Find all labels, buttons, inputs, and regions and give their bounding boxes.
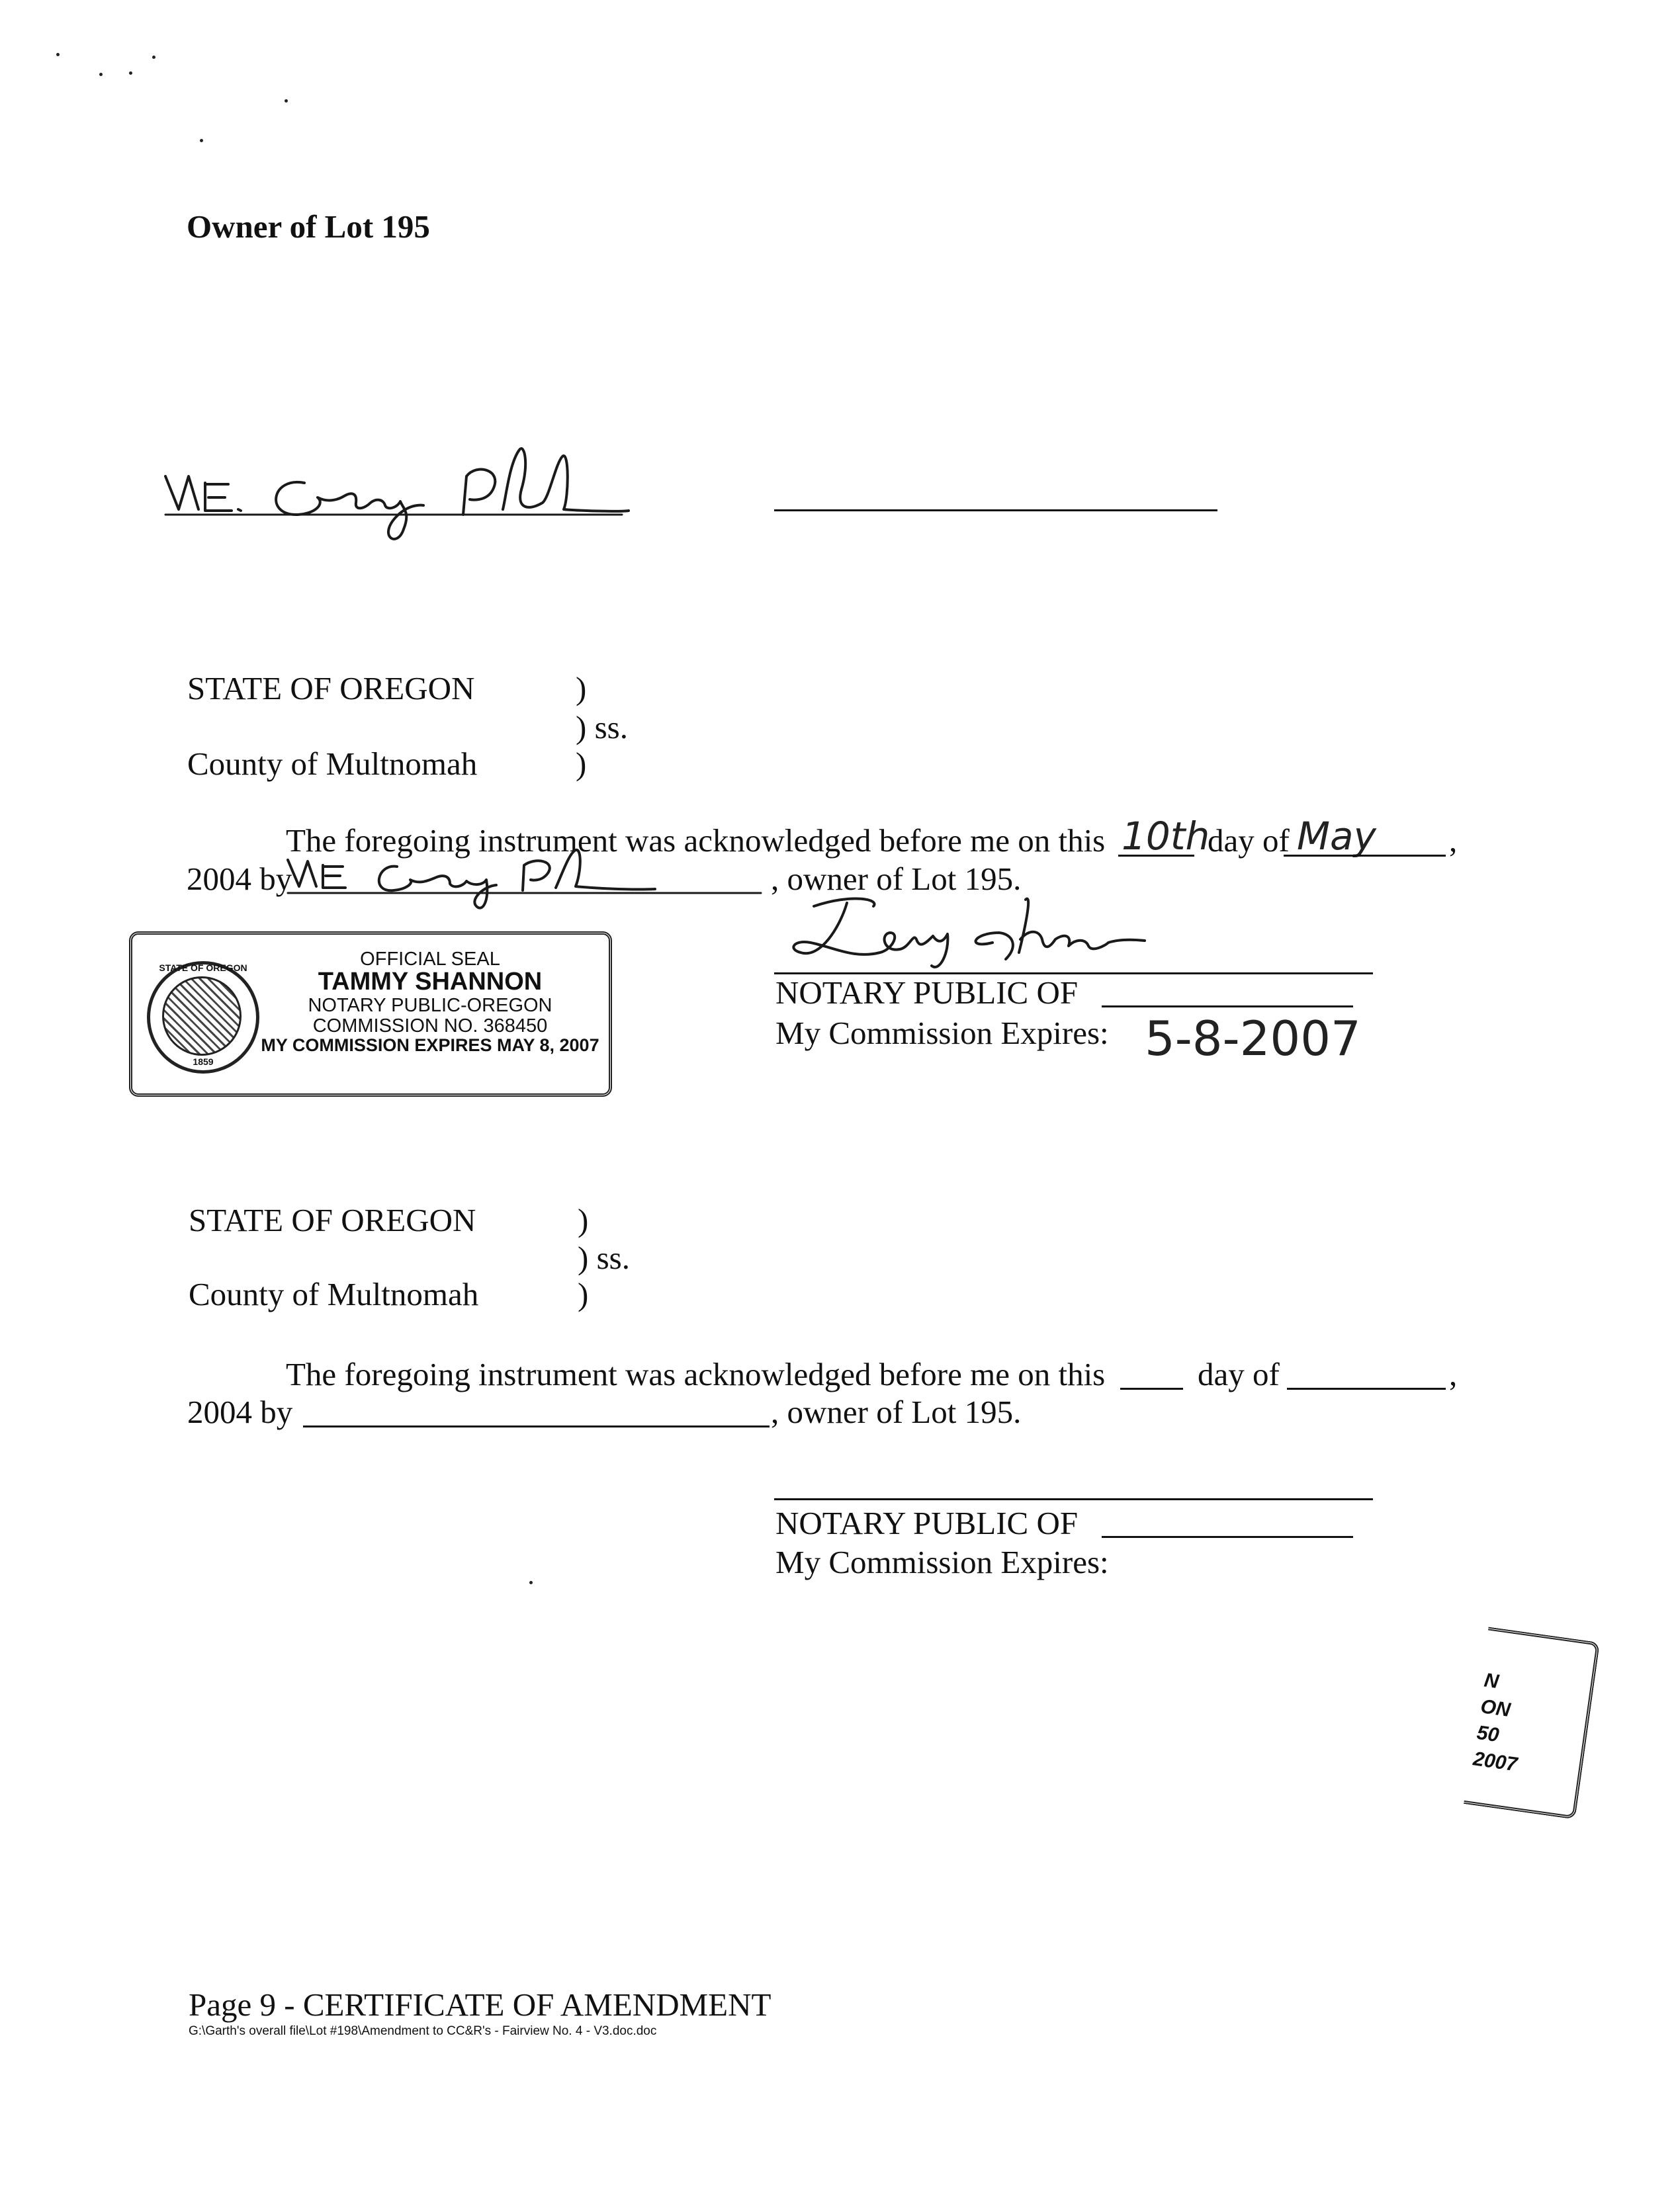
partial-seal-line: ON xyxy=(1479,1695,1512,1722)
bracket: ) xyxy=(578,1202,589,1238)
emblem-text: STATE OF OREGON xyxy=(159,962,247,973)
speck xyxy=(152,56,155,59)
partial-seal-line: 2007 xyxy=(1472,1748,1519,1776)
signature-line xyxy=(774,509,1217,511)
commission-expires-value: 5-8-2007 xyxy=(1145,1011,1361,1066)
speck xyxy=(129,71,132,75)
state-label: STATE OF OREGON xyxy=(189,1202,476,1238)
owner-of-lot-text: , owner of Lot 195. xyxy=(771,861,1022,897)
handwritten-month: May xyxy=(1297,814,1376,859)
speck xyxy=(200,139,203,142)
day-of-label: day of xyxy=(1198,1356,1280,1392)
partial-seal-line: N xyxy=(1483,1669,1501,1693)
partial-seal-stamp xyxy=(1464,1627,1600,1819)
comma: , xyxy=(1449,822,1458,859)
speck xyxy=(56,53,60,56)
county-label: County of Multnomah xyxy=(187,745,478,782)
notary-signature-line xyxy=(774,1498,1373,1500)
owner-of-lot-text: , owner of Lot 195. xyxy=(771,1394,1022,1430)
month-blank xyxy=(1284,855,1446,857)
state-seal-emblem xyxy=(147,961,259,1074)
emblem-center xyxy=(162,976,242,1056)
ss-label: ) ss. xyxy=(576,709,628,745)
bracket: ) xyxy=(578,1276,589,1312)
seal-expiration: MY COMMISSION EXPIRES MAY 8, 2007 xyxy=(261,1035,599,1056)
official-seal-stamp xyxy=(129,931,612,1097)
seal-notary-title: NOTARY PUBLIC-OREGON xyxy=(308,995,552,1017)
notary-state-blank xyxy=(1102,1005,1353,1007)
commission-expires-label: My Commission Expires: xyxy=(775,1015,1109,1051)
handwritten-day: 10th xyxy=(1122,814,1210,859)
acknowledged-signature xyxy=(285,847,774,926)
seal-text-block xyxy=(258,949,602,1055)
day-blank xyxy=(1120,1388,1183,1390)
owner-name-blank xyxy=(303,1425,770,1427)
seal-commission-number: COMMISSION NO. 368450 xyxy=(312,1015,548,1037)
year-by-label: 2004 by xyxy=(187,861,292,897)
footer-page-title: Page 9 - CERTIFICATE OF AMENDMENT xyxy=(189,1986,772,2023)
seal-notary-name: TAMMY SHANNON xyxy=(318,968,543,996)
acknowledgment-text: The foregoing instrument was acknowledged before me on this xyxy=(286,1356,1106,1392)
day-blank xyxy=(1118,855,1194,857)
notary-public-of-label: NOTARY PUBLIC OF xyxy=(775,1505,1079,1541)
notary-state-blank xyxy=(1102,1536,1353,1538)
month-blank xyxy=(1287,1388,1446,1390)
partial-seal-line: 50 xyxy=(1475,1721,1501,1747)
commission-expires-label: My Commission Expires: xyxy=(775,1544,1109,1580)
day-of-label: day of xyxy=(1208,822,1290,859)
speck xyxy=(529,1581,533,1584)
seal-title: OFFICIAL SEAL xyxy=(360,949,500,970)
speck xyxy=(285,99,288,103)
county-label: County of Multnomah xyxy=(189,1276,479,1312)
footer-file-path: G:\Garth's overall file\Lot #198\Amendment to CC&R's - Fairview No. 4 - V3.doc.doc xyxy=(189,2024,657,2038)
year-by-label: 2004 by xyxy=(187,1394,293,1430)
acknowledgment-text: The foregoing instrument was acknowledged before me on this xyxy=(286,822,1106,859)
emblem-year: 1859 xyxy=(193,1056,214,1067)
notary-public-of-label: NOTARY PUBLIC OF xyxy=(775,974,1079,1011)
bracket: ) xyxy=(576,745,587,782)
state-label: STATE OF OREGON xyxy=(187,670,475,706)
bracket: ) xyxy=(576,670,587,706)
ss-label: ) ss. xyxy=(578,1240,630,1276)
comma: , xyxy=(1449,1356,1458,1392)
owner-signature xyxy=(159,437,635,556)
notary-signature xyxy=(774,886,1237,979)
speck xyxy=(99,73,103,76)
owner-heading: Owner of Lot 195 xyxy=(187,208,430,245)
